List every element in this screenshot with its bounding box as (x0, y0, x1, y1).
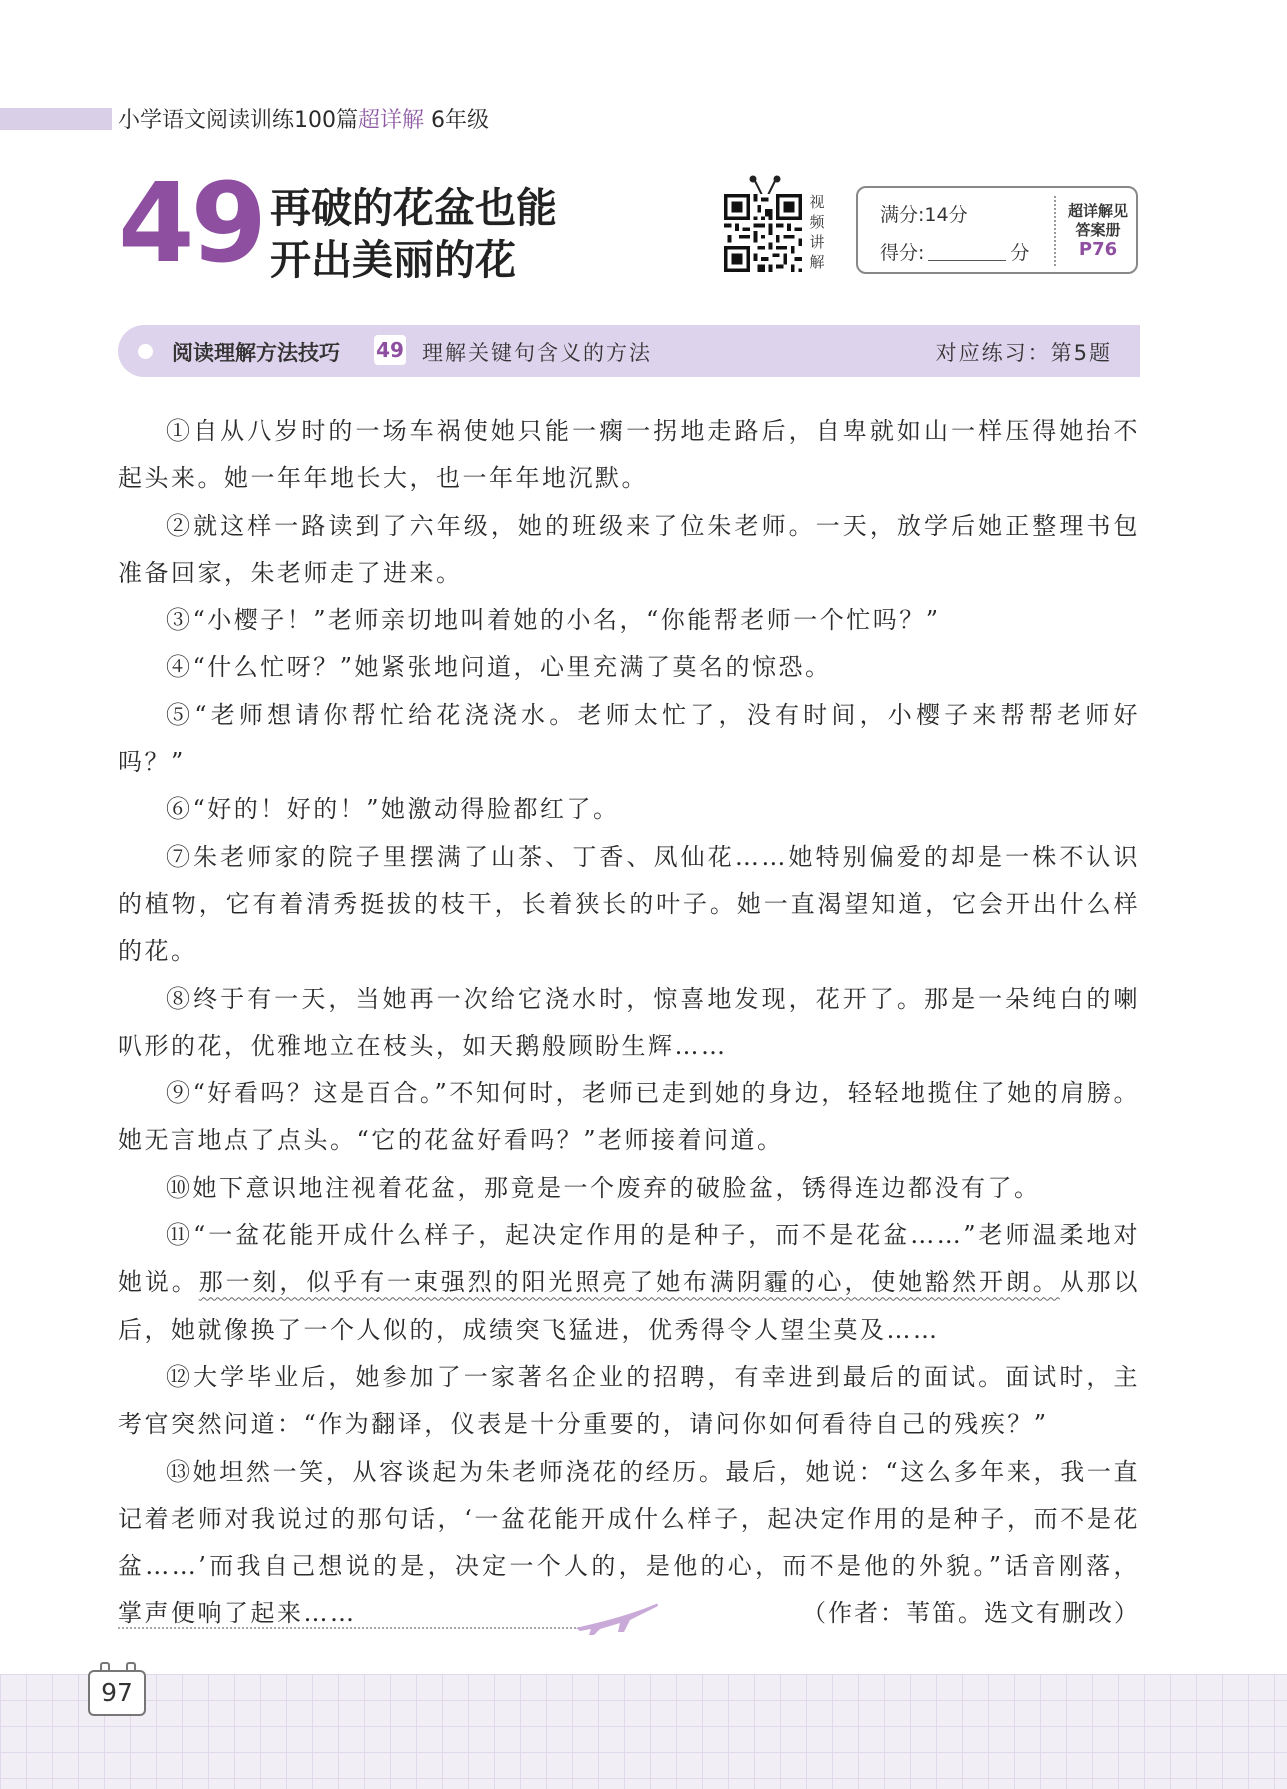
footer-grid (0, 1674, 1287, 1789)
paragraph-4: ④“什么忙呀？”她紧张地问道，心里充满了莫名的惊恐。 (166, 653, 832, 682)
paragraph-8: ⑧终于有一天，当她再一次给它浇水时，惊喜地发现，花开了。那是一朵纯白的喇叭形的花，优雅地立在枝头，如天鹅般顾盼生辉…… (118, 984, 1140, 1060)
bullet-icon (138, 344, 153, 359)
practice-ref: 对应练习：第5题 (935, 341, 1112, 365)
last-line: 掌声便响了起来…… （作者：苇笛。选文有删改） (118, 1590, 1140, 1637)
answer-page: P76 (1078, 239, 1118, 260)
score-blank[interactable] (928, 260, 1006, 261)
method-number: 49 (374, 335, 406, 365)
method-label: 阅读理解方法技巧 (172, 341, 340, 365)
paragraph-1: ①自从八岁时的一场车祸使她只能一瘸一拐地走路后，自卑就如山一样压得她抬不起头来。她一年年地长大，也一年年地沉默。 (118, 417, 1140, 493)
book-title-accent: 超详解 (358, 108, 425, 133)
obtained-score: 得分: 分 (880, 242, 1030, 264)
paragraph-11: ⑪“一盆花能开成什么样子，起决定作用的是种子，而不是花盆……”老师温柔地对她说。那一刻，似乎有一束强烈的阳光照亮了她布满阴霾的心，使她豁然开朗。从那以后，她就像换了一个人似的，成绩突飞猛进，优秀得令人望尘莫及…… (118, 1221, 1141, 1344)
paragraph-2: ②就这样一路读到了六年级，她的班级来了位朱老师。一天，放学后她正整理书包准备回家，朱老师走了进来。 (118, 511, 1140, 587)
lesson-title (270, 182, 557, 286)
paragraph-9: ⑨“好看吗？这是百合。”不知何时，老师已走到她的身边，轻轻地揽住了她的肩膀。她无言地点了点头。“它的花盆好看吗？”老师接着问道。 (118, 1079, 1140, 1155)
book-title (118, 103, 489, 134)
score-divider (1054, 196, 1056, 266)
paragraph-3: ③“小樱子！”老师亲切地叫着她的小名，“你能帮老师一个忙吗？” (166, 606, 941, 635)
airplane-icon (572, 1598, 660, 1638)
paragraph-7: ⑦朱老师家的院子里摆满了山茶、丁香、凤仙花……她特别偏爱的却是一株不认识的植物，它有着清秀挺拔的枝干，长着狭长的叶子。她一直渴望知道，它会开出什么样的花。 (118, 842, 1140, 966)
method-banner (118, 325, 1140, 377)
full-score: 满分:14分 (880, 204, 968, 226)
reading-passage (118, 408, 1140, 1638)
method-topic: 理解关键句含义的方法 (422, 341, 652, 365)
lesson-number: 49 (118, 159, 264, 287)
lesson-title-line2: 开出美丽的花 (270, 236, 516, 284)
paragraph-13: ⑬她坦然一笑，从容谈起为朱老师浇花的经历。最后，她说：“这么多年来，我一直记着老师对我说过的那句话，‘一盆花能开成什么样子，起决定作用的是种子，而不是花盆……’而我自己想说的是，决定一个人的，是他的心，而不是他的外貌。”话音刚落， (118, 1457, 1140, 1581)
page-number: 97 (88, 1670, 146, 1716)
header-decor-bar (0, 108, 112, 130)
video-explain-label: 视 频 讲 解 (809, 193, 825, 271)
paragraph-10: ⑩她下意识地注视着花盆，那竟是一个废弃的破脸盆，锈得连边都没有了。 (166, 1173, 1041, 1202)
dotted-divider (118, 1627, 588, 1629)
answer-reference: 超详解见 答案册 P76 (1060, 202, 1136, 259)
qr-code-icon[interactable] (724, 194, 802, 272)
paragraph-5: ⑤“老师想请你帮忙给花浇浇水。老师太忙了，没有时间，小樱子来帮帮老师好吗？” (118, 700, 1140, 777)
lesson-title-line1: 再破的花盆也能 (270, 184, 557, 232)
source-note: （作者：苇笛。选文有删改） (802, 1599, 1140, 1628)
key-sentence: 那一刻，似乎有一束强烈的阳光照亮了她布满阴霾的心，使她豁然开朗。 (198, 1268, 1060, 1297)
paragraph-6: ⑥“好的！好的！”她激动得脸都红了。 (166, 795, 620, 824)
book-title-main: 小学语文阅读训练100篇 (118, 108, 358, 133)
score-box (856, 186, 1138, 274)
paragraph-12: ⑫大学毕业后，她参加了一家著名企业的招聘，有幸进到最后的面试。面试时，主考官突然问道：“作为翻译，仪表是十分重要的，请问你如何看待自己的残疾？” (118, 1362, 1140, 1439)
book-grade: 6年级 (431, 108, 490, 133)
